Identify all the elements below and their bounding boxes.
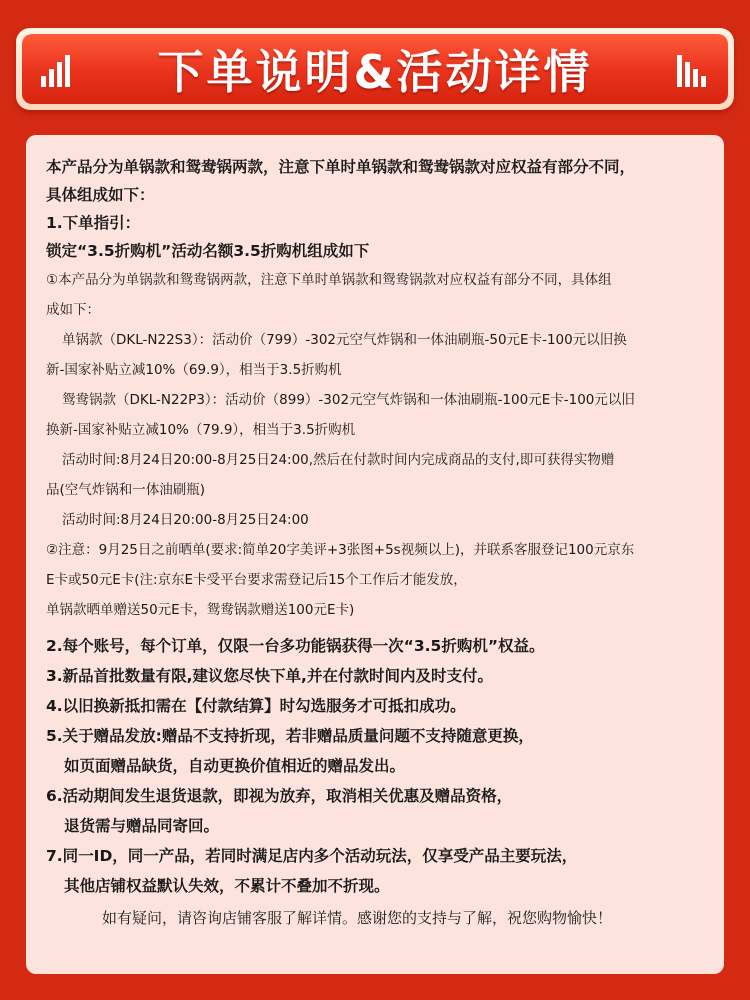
intro-text: 本产品分为单锅款和鸳鸯锅两款，注意下单时单锅款和鸳鸯锅款对应权益有部分不同， [46,158,636,176]
point-2-text: E卡或50元E卡(注:京东E卡受平台要求需登记后15个工作后才能发放， [46,572,467,588]
rule-6-text: 6.活动期间发生退货退款，即视为放弃，取消相关优惠及赠品资格， [46,787,513,805]
activity-time-text: 品(空气炸锅和一体油刷瓶) [46,482,206,498]
point-2-text: ②注意：9月25日之前晒单(要求:简单20字美评+3张图+5s视频以上)，并联系客服登记100元京东 [46,542,635,558]
guide-title: 1.下单指引： [46,214,141,232]
rule-6-text: 退货需与赠品同寄回。 [64,817,220,835]
rule-5-text: 5.关于赠品发放:赠品不支持折现，若非赠品质量问题不支持随意更换， [46,727,534,745]
rule-4-text: 4.以旧换新抵扣需在【付款结算】时勾选服务才可抵扣成功。 [46,697,466,715]
bar-chart-icon [676,54,710,88]
rule-2-text: 2.每个账号，每个订单，仅限一台多功能锅获得一次“3.5折购机”权益。 [46,637,545,655]
rule-3-text: 3.新品首批数量有限,建议您尽快下单,并在付款时间内及时支付。 [46,667,493,685]
bar-chart-icon [40,54,74,88]
rule-5-text: 如页面赠品缺货，自动更换价值相近的赠品发出。 [64,757,406,775]
footer-text: 如有疑问，请咨询店铺客服了解详情。感谢您的支持与了解，祝您购物愉快！ [102,909,613,927]
double-pot-text: 鸳鸯锅款（DKL-N22P3）：活动价（899）-302元空气炸锅和一体油刷瓶-100元E卡-100元以旧 [62,392,635,408]
single-pot-text: 新-国家补贴立减10%（69.9），相当于3.5折购机 [46,362,342,378]
rule-7-text: 7.同一ID，同一产品，若同时满足店内多个活动玩法，仅享受产品主要玩法， [46,847,578,865]
single-pot-text: 单锅款（DKL-N22S3）：活动价（799）-302元空气炸锅和一体油刷瓶-50元E卡-100元以旧换 [62,332,627,348]
page-title: 下单说明&活动详情 [157,45,593,99]
point-1-text: ①本产品分为单锅款和鸳鸯锅两款，注意下单时单锅款和鸳鸯锅款对应权益有部分不同，具体组 [46,272,612,288]
activity-time-text: 活动时间:8月24日20:00-8月25日24:00,然后在付款时间内完成商品的支付,即可获得实物赠 [62,452,615,468]
header-banner-inner [22,34,728,104]
instructions-card [26,135,724,974]
rule-7-text: 其他店铺权益默认失效，不累计不叠加不折现。 [64,877,390,895]
intro-text: 具体组成如下： [46,186,155,204]
double-pot-text: 换新-国家补贴立减10%（79.9），相当于3.5折购机 [46,422,356,438]
activity-time-text: 活动时间:8月24日20:00-8月25日24:00 [62,512,309,528]
point-2-text: 单锅款晒单赠送50元E卡，鸳鸯锅款赠送100元E卡) [46,602,355,618]
guide-lock-text: 锁定“3.5折购机”活动名额3.5折购机组成如下 [46,242,370,260]
header-banner [16,28,734,110]
point-1-text: 成如下： [46,302,100,318]
